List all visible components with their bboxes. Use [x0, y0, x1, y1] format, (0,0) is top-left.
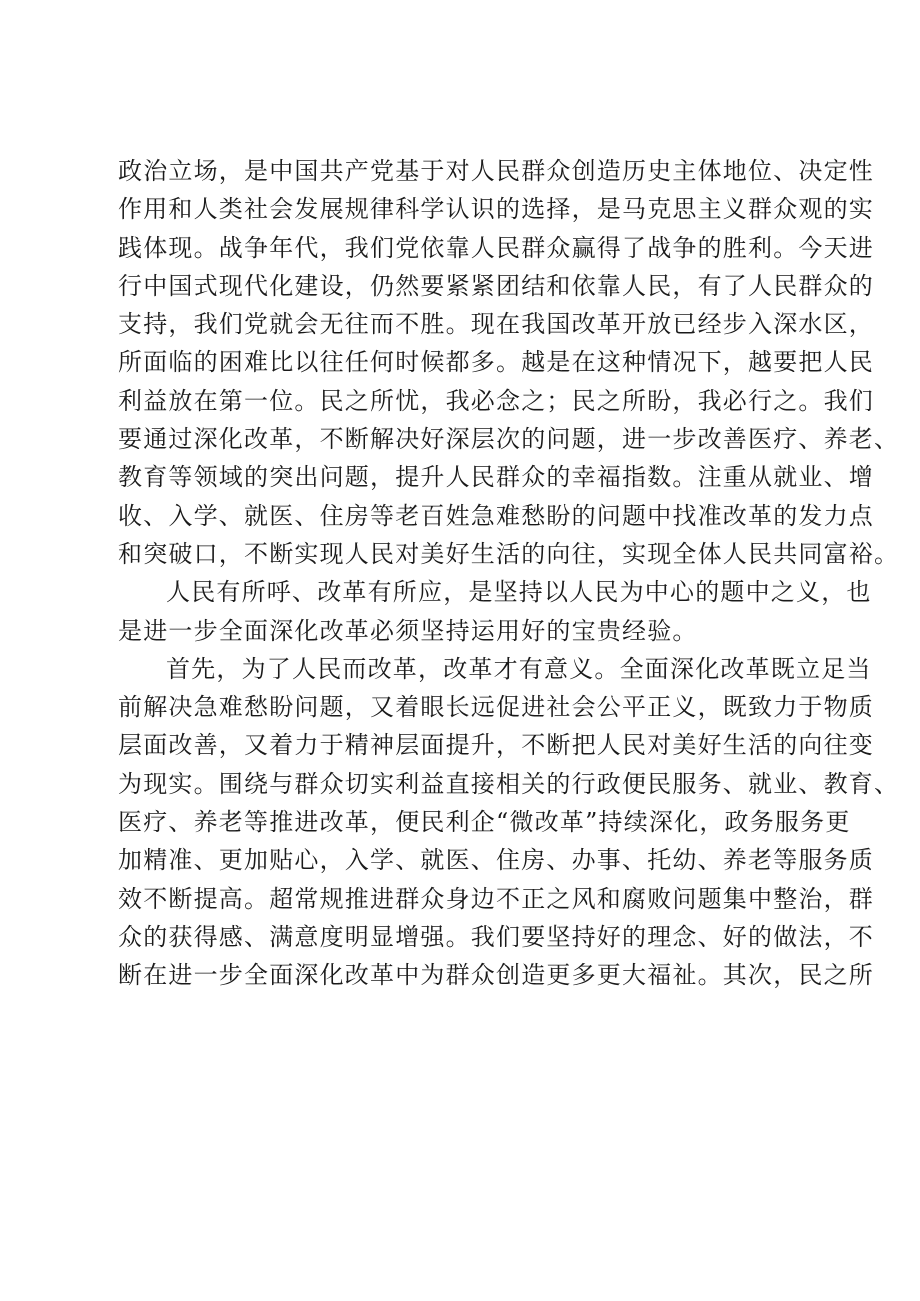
text-line: 效不断提高。超常规推进群众身边不正之风和腐败问题集中整治，群	[118, 884, 874, 913]
text-line: 为现实。围绕与群众切实利益直接相关的行政便民服务、就业、教育、	[118, 769, 900, 798]
text-line: 层面改善，又着力于精神层面提升，不断把人民对美好生活的向往变	[118, 731, 874, 760]
document-body	[118, 152, 900, 995]
text-line: 前解决急难愁盼问题，又着眼长远促进社会公平正义，既致力于物质	[118, 693, 874, 722]
text-line: 医疗、养老等推进改革，便民利企“微改革”持续深化，政务服务更	[118, 808, 851, 837]
text-line: 加精准、更加贴心，入学、就医、住房、办事、托幼、养老等服务质	[118, 846, 874, 875]
text-line: 利益放在第一位。民之所忧，我必念之；民之所盼，我必行之。我们	[118, 386, 874, 415]
text-line: 断在进一步全面深化改革中为群众创造更多更大福祉。其次，民之所	[118, 961, 874, 990]
text-line: 众的获得感、满意度明显增强。我们要坚持好的理念、好的做法，不	[118, 922, 874, 951]
text-line: 作用和人类社会发展规律科学认识的选择，是马克思主义群众观的实	[118, 195, 874, 224]
text-line: 收、入学、就医、住房等老百姓急难愁盼的问题中找准改革的发力点	[118, 501, 874, 530]
text-line: 支持，我们党就会无往而不胜。现在我国改革开放已经步入深水区，	[118, 310, 874, 339]
text-line: 践体现。战争年代，我们党依靠人民群众赢得了战争的胜利。今天进	[118, 233, 874, 262]
text-line: 政治立场，是中国共产党基于对人民群众创造历史主体地位、决定性	[118, 157, 874, 185]
text-line: 要通过深化改革，不断解决好深层次的问题，进一步改善医疗、养老、	[118, 425, 900, 454]
paragraph-start-line: 首先，为了人民而改革，改革才有意义。全面深化改革既立足当	[166, 654, 872, 683]
text-line: 行中国式现代化建设，仍然要紧紧团结和依靠人民，有了人民群众的	[118, 271, 874, 300]
text-line: 教育等领域的突出问题，提升人民群众的幸福指数。注重从就业、增	[118, 463, 874, 492]
text-line: 和突破口，不断实现人民对美好生活的向往，实现全体人民共同富裕。	[118, 539, 900, 568]
text-line: 是进一步全面深化改革必须坚持运用好的宝贵经验。	[118, 616, 698, 645]
text-line: 所面临的困难比以往任何时候都多。越是在这种情况下，越要把人民	[118, 348, 874, 377]
paragraph-start-line: 人民有所呼、改革有所应，是坚持以人民为中心的题中之义，也	[166, 578, 872, 607]
